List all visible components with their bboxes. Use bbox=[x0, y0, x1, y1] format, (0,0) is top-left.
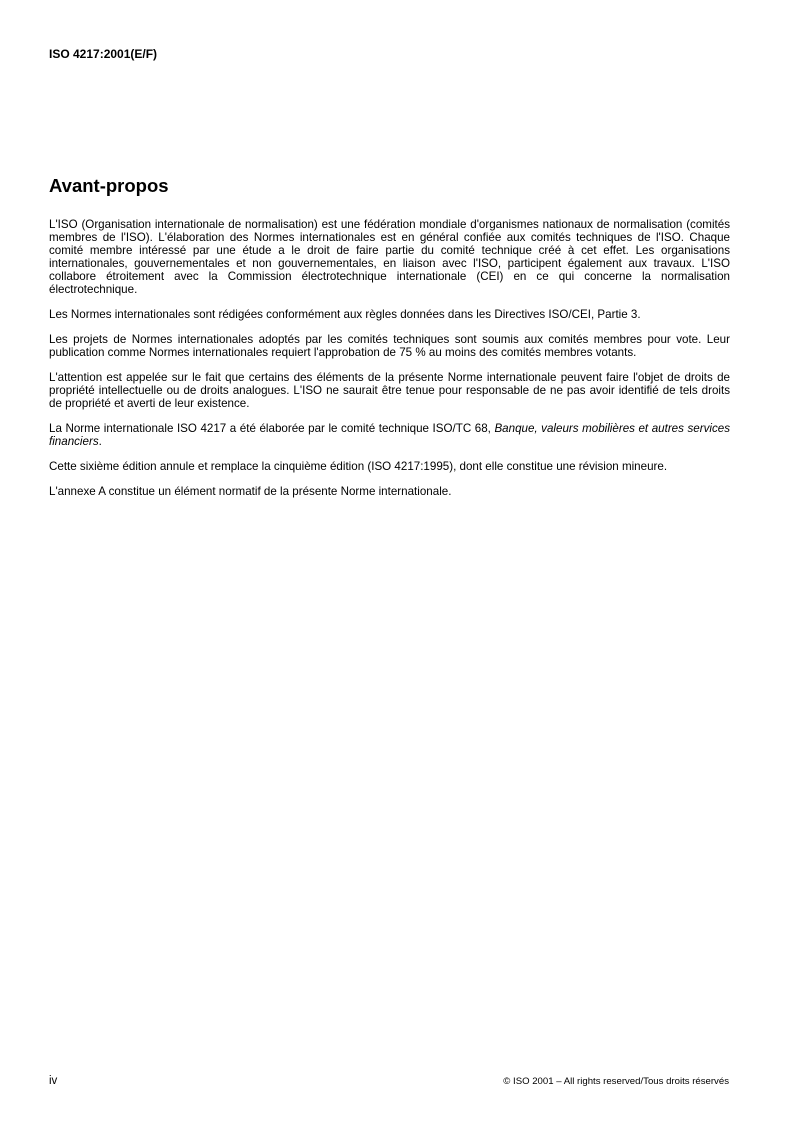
copyright-notice: © ISO 2001 – All rights reserved/Tous droits réservés bbox=[503, 1076, 729, 1087]
paragraph-directives: Les Normes internationales sont rédigées conformément aux règles données dans les Directives ISO/CEI, Partie 3. bbox=[49, 308, 641, 321]
paragraph-voting: Les projets de Normes internationales adoptés par les comités techniques sont soumis aux comités membres pour vote. Leur publication comme Normes internationales requiert l'approbation de 75 % au moins des comités membres votants. bbox=[49, 333, 730, 359]
paragraph-annex-note: L'annexe A constitue un élément normatif de la présente Norme internationale. bbox=[49, 485, 452, 498]
paragraph-prepared-by bbox=[49, 422, 730, 448]
document-id: ISO 4217:2001(E/F) bbox=[49, 47, 158, 61]
paragraph-iso-intro: L'ISO (Organisation internationale de normalisation) est une fédération mondiale d'organismes nationaux de normalisation (comités membres de l'ISO). L'élaboration des Normes internationales est en général confiée aux comités techniques de l'ISO. Chaque comité membre intéressé par une étude a le droit de faire partie du comité technique créé à cet effet. Les organisations internationales, gouvernementales et non gouvernementales, en liaison avec l'ISO, participent également aux travaux. L'ISO collabore étroitement avec la Commission électrotechnique internationale (CEI) en ce qui concerne la normalisation électrotechnique. bbox=[49, 218, 730, 296]
section-title: Avant-propos bbox=[49, 175, 169, 196]
page-number: iv bbox=[49, 1075, 58, 1087]
paragraph-edition-note: Cette sixième édition annule et remplace la cinquième édition (ISO 4217:1995), dont elle constitue une révision mineure. bbox=[49, 460, 668, 473]
prepared-by-text: La Norme internationale ISO 4217 a été élaborée par le comité technique ISO/TC 68, bbox=[49, 422, 495, 435]
paragraph-patent-rights: L'attention est appelée sur le fait que certains des éléments de la présente Norme internationale peuvent faire l'objet de droits de propriété intellectuelle ou de droits analogues. L'ISO ne saurait être tenue pour responsable de ne pas avoir identifié de tels droits de propriété et averti de leur existence. bbox=[49, 371, 730, 410]
committee-name: Banque, valeurs mobilières et autres services financiers bbox=[49, 422, 731, 448]
prepared-by-end: . bbox=[98, 435, 102, 448]
section-body bbox=[49, 218, 730, 510]
